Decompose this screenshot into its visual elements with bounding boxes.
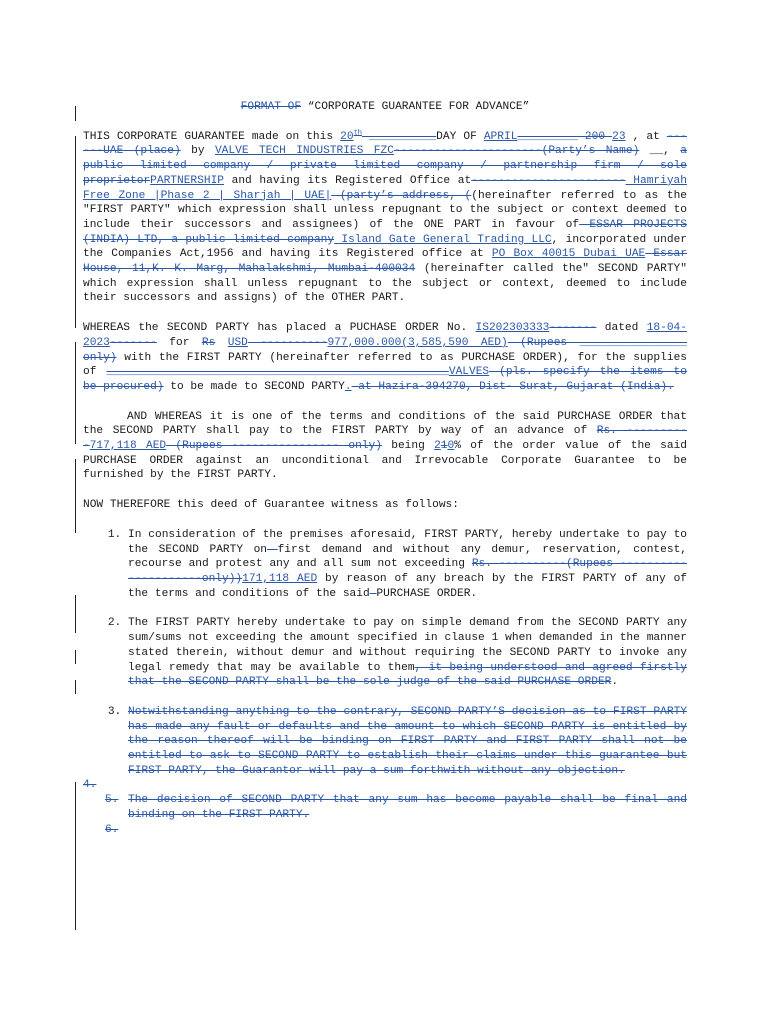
change-bar: [75, 136, 76, 328]
change-bar: [75, 782, 76, 930]
change-bar: [75, 106, 76, 121]
change-bar: [75, 342, 76, 444]
clause-6-deleted: 6.: [105, 823, 119, 836]
clause-1: 1. In consideration of the premises aforesaid, FIRST PARTY, hereby undertake to pay to the SECOND PARTY on first demand and without any demur, reservation, contest, recourse and protest any and all sum not exceeding Rs. ----------(Rupees ---------------------only))171,118 AED by reason of any breach by the FIRST PARTY of any of the terms and conditions of the said PURCHASE ORDER.: [128, 528, 687, 602]
document-page: [83, 100, 687, 837]
clause-4-deleted: 4.: [83, 779, 97, 792]
clause-5-deleted: 5. The decision of SECOND PARTY that any sum has become payable shall be final and binding on the FIRST PARTY.: [105, 794, 687, 821]
clause-2: 2. The FIRST PARTY hereby undertake to pay on simple demand from the SECOND PARTY any sum/sums not exceeding the amount specified in clause 1 when demanded in the manner stated therein, without demur and without requiring the SECOND PARTY to invoke any legal remedy that may be available to them, it being understood and agreed firstly that the SECOND PARTY shall be the sole judge of the said PURCHASE ORDER.: [128, 616, 687, 690]
change-bar: [75, 680, 76, 694]
deed-heading: NOW THEREFORE this deed of Guarantee witness as follows:: [83, 499, 459, 512]
change-bar: [75, 595, 76, 633]
clause-list: [83, 528, 687, 779]
change-bar: [75, 650, 76, 664]
clause-3-deleted: 3. Notwithstanding anything to the contrary, SECOND PARTY’S decision as to FIRST PARTY has made any fault or defaults and the amount to which SECOND PARTY is entitled by the reason thereof will be binding on FIRST PARTY and FIRST PARTY shall not be entitled to ask to SECOND PARTY to establish their claims under this guarantee but FIRST PARTY, the Guarantor will pay a sum forthwith without any objection.: [128, 705, 687, 779]
change-bar: [75, 459, 76, 533]
purchase-order-paragraph: WHEREAS the SECOND PARTY has placed a PUCHASE ORDER No. IS202303333------- dated 18-04-2023------- for Rs USD ----------977,000.000(3,585,590 AED) (Rupees ________________ only) with the FIRST PARTY (hereinafter referred to as PURCHASE ORDER), for the supplies of ___________________________________________________VALVES (pls. specify the items to be procured) to be made to SECOND PARTY. at Hazira-394270, Dist- Surat, Gujarat (India).: [83, 322, 687, 393]
advance-paragraph: AND WHEREAS it is one of the terms and conditions of the said PURCHASE ORDER that the SECOND PARTY shall pay to the FIRST PARTY by way of an advance of Rs. ----------717,118 AED (Rupees ---------------- only) being 210% of the order value of the said PURCHASE ORDER against an unconditional and Irrevocable Corporate Guarantee to be furnished by the FIRST PARTY.: [83, 410, 687, 482]
document-title: FORMAT OF “CORPORATE GUARANTEE FOR ADVANCE”: [240, 101, 530, 113]
guarantee-intro-paragraph: THIS CORPORATE GUARANTEE made on this 20th __________DAY OF APRIL_________ 200 23 , at ------UAE (place) by VALVE TECH INDUSTRIES FZC----------------------(Party’s Name) __, a public limited company / private limited company / partnership firm / sole proprietorPARTNERSHIP and having its Registered Office at----------------------- Hamriyah Free Zone |Phase 2 | Sharjah | UAE| (party’s address, ((hereinafter referred to as the "FIRST PARTY" which expression shall unless repugnant to the subject or context deemed to include their successors and assignees) of the ONE PART in favour of ESSAR PROJECTS (INDIA) LTD, a public limited company Island Gate General Trading LLC, incorporated under the Companies Act,1956 and having its Registered office at PO Box 40015 Dubai UAE Essar House, 11,K. K. Marg, Mahalakshmi, Mumbai-400034 (hereinafter called the" SECOND PARTY" which expression shall unless repugnant to the subject or context, deemed to include their successors and assigns) of the OTHER PART.: [83, 128, 687, 305]
